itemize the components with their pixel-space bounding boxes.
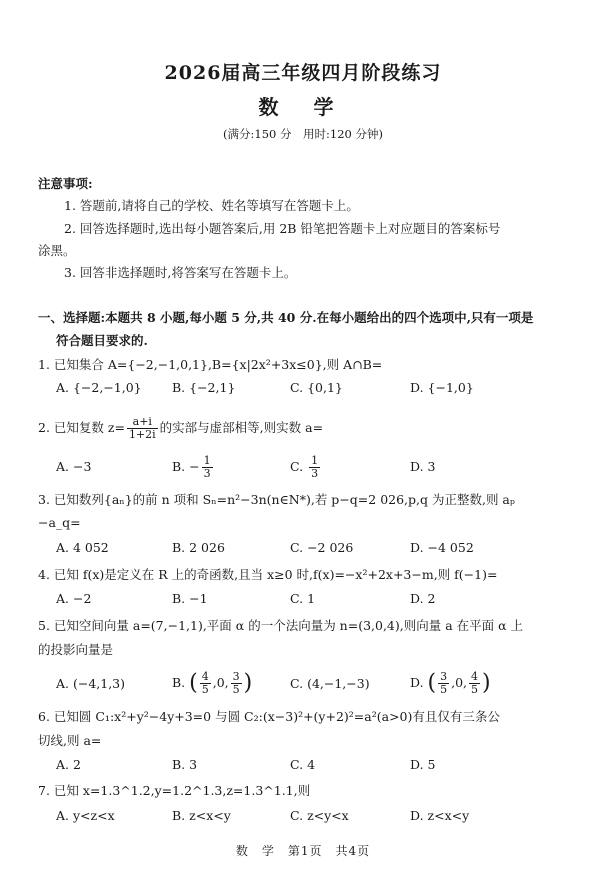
question-5-stem: 5. 已知空间向量 a=(7,−1,1),平面 α 的一个法向量为 n=(3,0,4),则向量 a 在平面 α 上 bbox=[38, 618, 524, 633]
q2-option-a: A. −3 bbox=[56, 459, 92, 474]
q6-option-d: D. 5 bbox=[410, 757, 436, 772]
q1-option-d: D. {−1,0} bbox=[410, 380, 474, 395]
q2-option-c-frac bbox=[309, 455, 320, 480]
note-item: 3. 回答非选择题时,将答案写在答题卡上。 bbox=[64, 265, 297, 280]
q5-b-n1: 4 bbox=[201, 670, 209, 683]
question-4-stem: 4. 已知 f(x)是定义在 R 上的奇函数,且当 x≥0 时,f(x)=−x²+2x+3−m,则 f(−1)= bbox=[38, 567, 498, 582]
q5-option-d-label: D. bbox=[410, 675, 428, 690]
q5-option-b-label: B. bbox=[172, 675, 190, 690]
q5-option-b bbox=[172, 666, 252, 701]
q5-d-d2: 5 bbox=[471, 683, 479, 696]
q2-option-b-frac bbox=[202, 455, 213, 480]
q4-option-d: D. 2 bbox=[410, 591, 436, 606]
question-2-stem bbox=[38, 413, 323, 443]
q5-option-c: C. (4,−1,−3) bbox=[290, 676, 370, 691]
q5-d-mid: ,0, bbox=[451, 675, 468, 690]
q2-b-num: 1 bbox=[203, 454, 211, 467]
q1-option-c: C. {0,1} bbox=[290, 380, 343, 395]
question-5-stem-cont: 的投影向量是 bbox=[38, 642, 114, 657]
q7-option-b: B. z<x<y bbox=[172, 808, 231, 823]
question-3-stem: 3. 已知数列{aₙ}的前 n 项和 Sₙ=n²−3n(n∈N*),若 p−q=2 026,p,q 为正整数,则 aₚ bbox=[38, 492, 515, 507]
q2-stem-post: 的实部与虚部相等,则实数 a= bbox=[159, 420, 324, 435]
q3-option-d: D. −4 052 bbox=[410, 540, 474, 555]
q7-option-c: C. z<y<x bbox=[290, 808, 349, 823]
q2-frac-den: 1+2i bbox=[128, 428, 156, 441]
q5-b-d1: 5 bbox=[201, 683, 209, 696]
q5-d-frac1 bbox=[438, 671, 449, 696]
q5-option-a: A. (−4,1,3) bbox=[56, 676, 126, 691]
q5-d-n1: 3 bbox=[440, 670, 448, 683]
q2-option-b bbox=[172, 452, 215, 482]
q2-option-b-label: B. − bbox=[172, 459, 200, 474]
question-6-stem: 6. 已知圆 C₁:x²+y²−4y+3=0 与圆 C₂:(x−3)²+(y+2)²=a²(a>0)有且仅有三条公 bbox=[38, 709, 500, 724]
question-7-stem: 7. 已知 x=1.3^1.2,y=1.2^1.3,z=1.3^1.1,则 bbox=[38, 783, 311, 798]
q6-option-c: C. 4 bbox=[290, 757, 316, 772]
q2-frac-num: a+i bbox=[127, 416, 158, 429]
q2-c-den: 3 bbox=[311, 467, 319, 480]
page-footer: 数 学 第1页 共4页 bbox=[235, 844, 371, 858]
q4-option-b: B. −1 bbox=[172, 591, 208, 606]
q5-b-paren-left: ( bbox=[189, 670, 198, 696]
question-1-stem: 1. 已知集合 A={−2,−1,0,1},B={x|2x²+3x≤0},则 A∩B= bbox=[38, 357, 383, 372]
q7-option-d: D. z<x<y bbox=[410, 808, 470, 823]
q2-fraction bbox=[127, 416, 158, 441]
q1-option-a: A. {−2,−1,0} bbox=[56, 380, 142, 395]
note-item: 涂黑。 bbox=[38, 243, 76, 258]
q4-option-a: A. −2 bbox=[56, 591, 92, 606]
q5-b-paren-right: ) bbox=[243, 670, 253, 696]
q5-b-frac1 bbox=[200, 671, 211, 696]
q5-b-n2: 3 bbox=[232, 670, 240, 683]
q2-option-c-label: C. bbox=[290, 459, 308, 474]
note-item: 1. 答题前,请将自己的学校、姓名等填写在答题卡上。 bbox=[64, 198, 359, 213]
exam-title: 2026届高三年级四月阶段练习 bbox=[164, 62, 442, 84]
q5-d-frac2 bbox=[469, 671, 480, 696]
question-3-stem-cont: −a_q= bbox=[38, 515, 81, 530]
q2-option-d: D. 3 bbox=[410, 459, 436, 474]
q6-option-b: B. 3 bbox=[172, 757, 198, 772]
section-heading-cont: 符合题目要求的. bbox=[56, 333, 148, 348]
q3-option-b: B. 2 026 bbox=[172, 540, 225, 555]
q2-b-den: 3 bbox=[203, 467, 211, 480]
exam-meta: (满分:150 分 用时:120 分钟) bbox=[223, 127, 383, 141]
subject-title: 数 学 bbox=[258, 95, 348, 119]
notes-heading: 注意事项: bbox=[38, 176, 93, 191]
note-item: 2. 回答选择题时,选出每小题答案后,用 2B 铅笔把答题卡上对应题目的答案标号 bbox=[64, 221, 501, 236]
q7-option-a: A. y<z<x bbox=[56, 808, 115, 823]
q4-option-c: C. 1 bbox=[290, 591, 316, 606]
q2-option-c bbox=[290, 452, 322, 482]
q5-option-d bbox=[410, 666, 491, 701]
q5-d-n2: 4 bbox=[471, 670, 479, 683]
q3-option-a: A. 4 052 bbox=[56, 540, 109, 555]
q5-d-d1: 5 bbox=[440, 683, 448, 696]
q1-option-b: B. {−2,1} bbox=[172, 380, 236, 395]
q6-option-a: A. 2 bbox=[56, 757, 81, 772]
q5-b-frac2 bbox=[231, 671, 242, 696]
q2-c-num: 1 bbox=[311, 454, 319, 467]
q3-option-c: C. −2 026 bbox=[290, 540, 354, 555]
q5-b-d2: 5 bbox=[232, 683, 240, 696]
question-6-stem-cont: 切线,则 a= bbox=[38, 733, 102, 748]
q5-d-paren-left: ( bbox=[427, 670, 437, 696]
q2-stem-pre: 2. 已知复数 z= bbox=[38, 420, 125, 435]
section-heading: 一、选择题:本题共 8 小题,每小题 5 分,共 40 分.在每小题给出的四个选项中,只有一项是 bbox=[38, 310, 534, 325]
q5-b-mid: ,0, bbox=[212, 675, 229, 690]
q5-d-paren-right: ) bbox=[482, 670, 491, 696]
